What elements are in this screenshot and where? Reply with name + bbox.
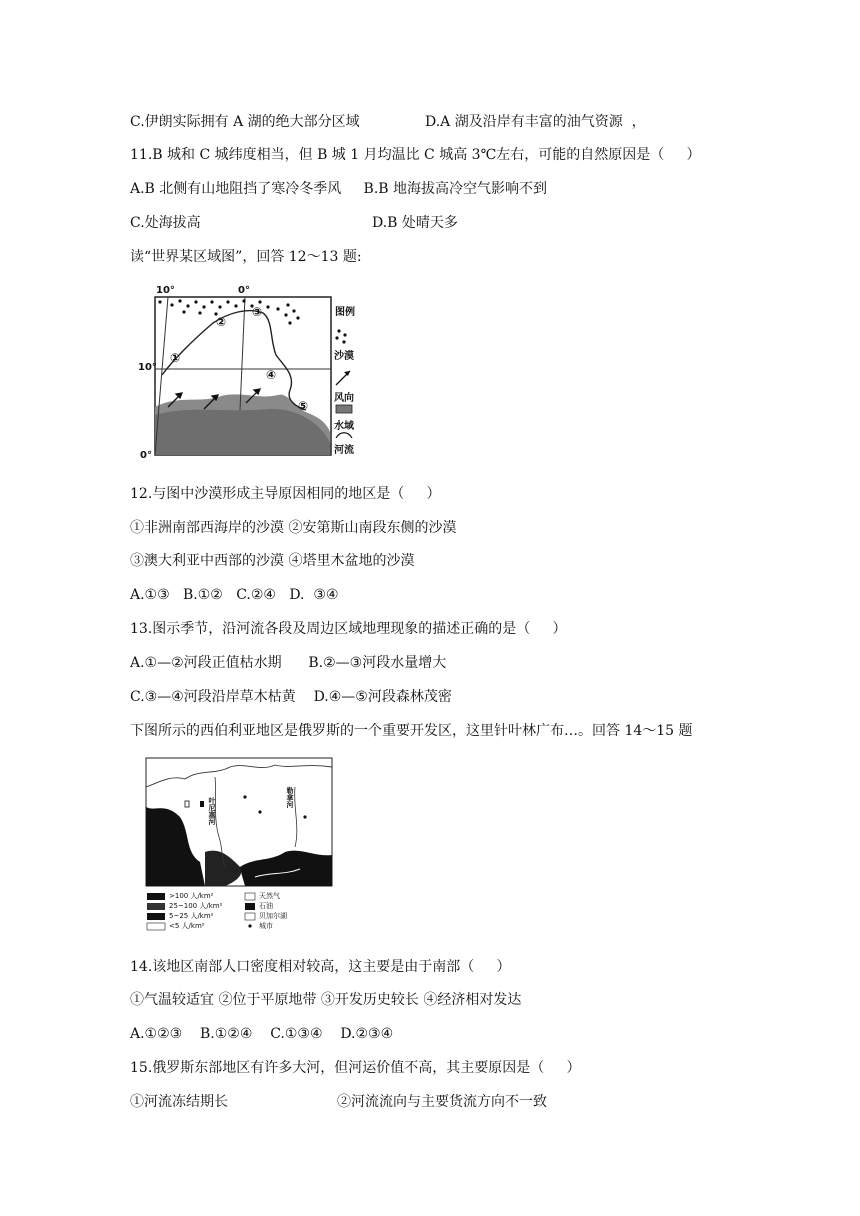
map1-legend-title: 图例 — [335, 307, 355, 318]
map2-legend-density-4: <5 人/km² — [169, 922, 205, 930]
q11-options-ab: A.B 北侧有山地阻挡了寒冷冬季风 B.B 地海拔高冷空气影响不到 — [130, 181, 548, 197]
map2-legend-city: 城市 — [259, 922, 273, 930]
q15-item-2: ②河流流向与主要货流方向不一致 — [337, 1094, 547, 1110]
q12-items-3-4: ③澳大利亚中西部的沙漠 ④塔里木盆地的沙漠 — [130, 553, 415, 569]
q13-stem: 13.图示季节，沿河流各段及周边区域地理现象的描述正确的是（ ） — [130, 621, 567, 637]
map2-legend-gas: 天然气 — [259, 892, 280, 900]
q10-option-d: D.A 湖及沿岸有丰富的油气资源 ， — [425, 114, 646, 130]
map1-mark-5: ⑤ — [298, 399, 309, 413]
siberia-population-map — [145, 757, 335, 937]
map1-mark-1: ① — [170, 351, 181, 365]
q15-stem: 15.俄罗斯东部地区有许多大河，但河运价值不高，其主要原因是（ ） — [130, 1060, 581, 1076]
map1-mark-4: ④ — [266, 368, 277, 382]
map2-legend-density-3: 5~25 人/km² — [169, 912, 214, 920]
map2-river-lena-label: 勒拿河 — [286, 787, 294, 808]
q12-stem: 12.与图中沙漠形成主导原因相同的地区是（ ） — [130, 486, 441, 502]
world-region-map-svg — [138, 285, 358, 463]
map1-legend-river: 河流 — [334, 445, 354, 456]
map1-lon-10-label: 10° — [156, 285, 175, 296]
map1-lat-0-label: 0° — [140, 450, 152, 461]
q14-choices: A.①②③ B.①②④ C.①③④ D.②③④ — [130, 1026, 394, 1042]
world-region-map — [138, 285, 358, 463]
q14-stem: 14.该地区南部人口密度相对较高，这主要是由于南部（ ） — [130, 959, 511, 975]
intro-14-15: 下图所示的西伯利亚地区是俄罗斯的一个重要开发区，这里针叶林广布…。回答 14～15 题 — [130, 723, 693, 739]
map2-legend-density-1: >100 人/km² — [169, 892, 214, 900]
map1-mark-2: ② — [216, 315, 227, 329]
map1-mark-3: ③ — [252, 305, 263, 319]
map2-legend-oil: 石油 — [259, 902, 273, 910]
map1-lon-0-label: 0° — [238, 285, 250, 296]
q14-items: ①气温较适宜 ②位于平原地带 ③开发历史较长 ④经济相对发达 — [130, 992, 522, 1008]
map1-legend-desert: 沙漠 — [334, 351, 354, 362]
q11-stem: 11.B 城和 C 城纬度相当，但 B 城 1 月均温比 C 城高 3℃左右，可能的自然原因是（ ） — [130, 147, 701, 163]
map2-legend-density-2: 25~100 人/km² — [169, 902, 223, 910]
map1-legend-water: 水域 — [334, 421, 354, 432]
q10-option-c: C.伊朗实际拥有 A 湖的绝大部分区域 — [130, 114, 360, 130]
q12-items-1-2: ①非洲南部西海岸的沙漠 ②安第斯山南段东侧的沙漠 — [130, 520, 457, 536]
map1-legend-wind: 风向 — [334, 393, 354, 404]
q12-choices: A.①③ B.①② C.②④ D. ③④ — [130, 587, 339, 603]
q11-option-d: D.B 处晴天多 — [372, 215, 458, 231]
q13-options-ab: A.①—②河段正值枯水期 B.②—③河段水量增大 — [130, 655, 447, 671]
map1-lat-10-label: 10° — [138, 362, 157, 373]
q13-options-cd: C.③—④河段沿岸草木枯黄 D.④—⑤河段森林茂密 — [130, 689, 452, 705]
q11-option-c: C.处海拔高 — [130, 215, 201, 231]
map2-river-yenisei-label: 叶尼塞河 — [208, 797, 216, 825]
intro-12-13: 读“世界某区域图”，回答 12～13 题: — [130, 249, 362, 265]
map2-legend-lake: 贝加尔湖 — [259, 912, 287, 920]
q15-item-1: ①河流冻结期长 — [130, 1094, 228, 1110]
